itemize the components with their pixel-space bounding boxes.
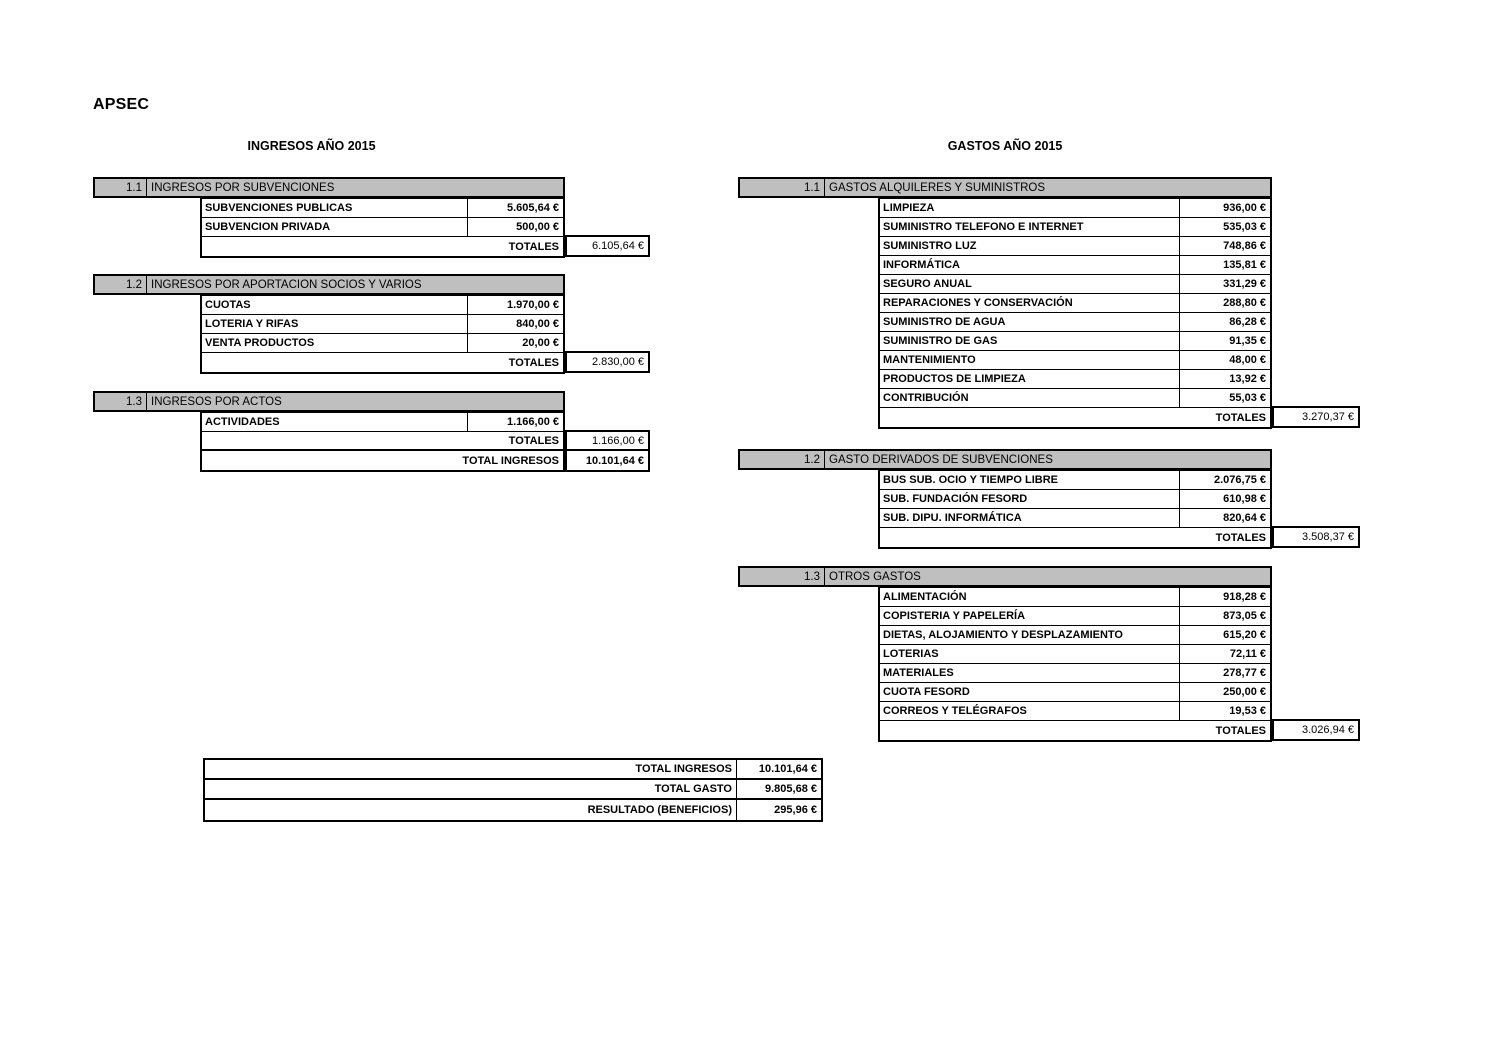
table-row [880, 664, 1270, 683]
income-section-1-table [200, 197, 565, 258]
income-section-1-header [93, 177, 565, 198]
expenses-section-3-table [878, 586, 1272, 742]
table-row [202, 296, 563, 315]
income-section-2-header [93, 274, 565, 295]
table-row [880, 683, 1270, 702]
row-label: ALIMENTACIÓN [880, 588, 1180, 606]
row-value: 135,81 € [1223, 259, 1266, 271]
summary-label: RESULTADO (BENEFICIOS) [205, 800, 737, 820]
table-row [880, 332, 1270, 351]
section-name: OTROS GASTOS [829, 570, 921, 583]
table-row [202, 218, 563, 237]
totals-label: TOTALES [508, 240, 559, 253]
section-number: 1.1 [740, 179, 825, 196]
summary-label: TOTAL GASTO [205, 780, 737, 798]
totals-row [202, 432, 563, 451]
row-label: LIMPIEZA [880, 199, 1180, 217]
row-value: 500,00 € [516, 221, 559, 233]
summary-value: 10.101,64 € [758, 763, 817, 775]
summary-label: TOTAL INGRESOS [205, 760, 737, 778]
row-label: SUB. FUNDACIÓN FESORD [880, 490, 1180, 508]
row-value: 936,00 € [1223, 202, 1266, 214]
table-row [880, 370, 1270, 389]
row-value: 250,00 € [1223, 686, 1266, 698]
totals-label: TOTALES [1215, 724, 1266, 737]
table-row [880, 471, 1270, 490]
table-row [880, 702, 1270, 721]
row-value: 72,11 € [1229, 648, 1266, 660]
row-label: SUBVENCION PRIVADA [202, 218, 468, 236]
section-name: GASTOS ALQUILERES Y SUMINISTROS [829, 181, 1046, 194]
section-name: INGRESOS POR SUBVENCIONES [151, 181, 335, 194]
row-label: COPISTERIA Y PAPELERÍA [880, 607, 1180, 625]
row-label: MATERIALES [880, 664, 1180, 682]
row-label: SUMINISTRO DE GAS [880, 332, 1180, 350]
income-section-2-table [200, 294, 565, 374]
table-row [880, 294, 1270, 313]
summary-row [205, 780, 821, 800]
table-row [880, 199, 1270, 218]
row-value: 13,92 € [1229, 373, 1266, 385]
row-label: CONTRIBUCIÓN [880, 389, 1180, 407]
totals-row [202, 353, 563, 372]
table-row [202, 315, 563, 334]
row-value: 610,98 € [1223, 493, 1266, 505]
row-label: VENTA PRODUCTOS [202, 334, 468, 352]
table-row [880, 490, 1270, 509]
row-label: INFORMÁTICA [880, 256, 1180, 274]
table-row [880, 626, 1270, 645]
table-row [880, 256, 1270, 275]
row-value: 91,35 € [1229, 335, 1266, 347]
row-value: 748,86 € [1223, 240, 1266, 252]
table-row [202, 413, 563, 432]
row-value: 535,03 € [1223, 221, 1266, 233]
row-value: 331,29 € [1223, 278, 1266, 290]
table-row [202, 334, 563, 353]
section-number: 1.2 [95, 276, 147, 293]
table-row [880, 588, 1270, 607]
income-section-3-table [200, 411, 565, 472]
row-label: SUBVENCIONES PUBLICAS [202, 199, 468, 217]
row-label: CUOTAS [202, 296, 468, 314]
row-label: LOTERIAS [880, 645, 1180, 663]
section-number: 1.2 [740, 451, 825, 468]
income-section-3-totals-box [565, 430, 650, 472]
grand-total-row [202, 451, 563, 470]
table-row [880, 313, 1270, 332]
expenses-section-1-total: 3.270,37 € [1272, 406, 1360, 428]
table-row [880, 645, 1270, 664]
row-value: 615,20 € [1223, 629, 1266, 641]
row-value: 840,00 € [516, 318, 559, 330]
expenses-section-3-total: 3.026,94 € [1272, 719, 1360, 741]
table-row [880, 509, 1270, 528]
income-section-1-total: 6.105,64 € [565, 235, 650, 257]
row-label: ACTIVIDADES [202, 413, 468, 431]
row-value: 1.166,00 € [507, 416, 559, 428]
row-label: LOTERIA Y RIFAS [202, 315, 468, 333]
totals-label: TOTALES [508, 434, 559, 447]
row-value: 5.605,64 € [507, 202, 559, 214]
row-value: 918,28 € [1223, 591, 1266, 603]
row-value: 820,64 € [1223, 512, 1266, 524]
income-section-2-total: 2.830,00 € [565, 351, 650, 373]
row-label: SEGURO ANUAL [880, 275, 1180, 293]
table-row [880, 389, 1270, 408]
row-label: SUMINISTRO TELEFONO E INTERNET [880, 218, 1180, 236]
row-value: 19,53 € [1229, 705, 1266, 717]
row-label: SUB. DIPU. INFORMÁTICA [880, 509, 1180, 527]
expenses-section-3-header [738, 566, 1272, 587]
income-column-title: INGRESOS AÑO 2015 [247, 139, 376, 153]
total-income-value: 10.101,64 € [585, 454, 644, 467]
row-value: 873,05 € [1223, 610, 1266, 622]
summary-value: 295,96 € [774, 804, 817, 816]
expenses-section-2-header [738, 449, 1272, 470]
section-number: 1.3 [95, 393, 147, 410]
table-row [202, 199, 563, 218]
row-label: REPARACIONES Y CONSERVACIÓN [880, 294, 1180, 312]
totals-label: TOTALES [1215, 531, 1266, 544]
totals-row [880, 721, 1270, 740]
table-row [880, 607, 1270, 626]
row-label: SUMINISTRO LUZ [880, 237, 1180, 255]
table-row [880, 351, 1270, 370]
expenses-section-2-total: 3.508,37 € [1272, 526, 1360, 548]
expenses-section-1-table [878, 197, 1272, 429]
totals-row [880, 408, 1270, 427]
grand-total-label: TOTAL INGRESOS [462, 454, 559, 467]
summary-row [205, 800, 821, 820]
section-name: INGRESOS POR APORTACION SOCIOS Y VARIOS [151, 278, 422, 291]
table-row [880, 275, 1270, 294]
row-label: CORREOS Y TELÉGRAFOS [880, 702, 1180, 720]
summary-value: 9.805,68 € [765, 783, 817, 795]
row-label: DIETAS, ALOJAMIENTO Y DESPLAZAMIENTO [880, 626, 1180, 644]
totals-row [202, 237, 563, 256]
row-label: CUOTA FESORD [880, 683, 1180, 701]
row-value: 2.076,75 € [1214, 474, 1266, 486]
row-label: BUS SUB. OCIO Y TIEMPO LIBRE [880, 471, 1180, 489]
row-value: 278,77 € [1223, 667, 1266, 679]
expenses-column-title: GASTOS AÑO 2015 [947, 139, 1063, 153]
section-name: INGRESOS POR ACTOS [151, 395, 282, 408]
totals-label: TOTALES [1215, 411, 1266, 424]
row-value: 288,80 € [1223, 297, 1266, 309]
totals-row [880, 528, 1270, 547]
expenses-section-1-header [738, 177, 1272, 198]
section-number: 1.1 [95, 179, 147, 196]
row-value: 1.970,00 € [507, 299, 559, 311]
page-title: APSEC [93, 96, 150, 113]
section-number: 1.3 [740, 568, 825, 585]
row-value: 20,00 € [522, 337, 559, 349]
row-value: 55,03 € [1229, 392, 1266, 404]
row-value: 86,28 € [1229, 316, 1266, 328]
totals-label: TOTALES [508, 356, 559, 369]
row-label: PRODUCTOS DE LIMPIEZA [880, 370, 1180, 388]
row-value: 48,00 € [1229, 354, 1266, 366]
row-label: SUMINISTRO DE AGUA [880, 313, 1180, 331]
summary-table [203, 758, 823, 822]
row-label: MANTENIMIENTO [880, 351, 1180, 369]
section-name: GASTO DERIVADOS DE SUBVENCIONES [829, 453, 1053, 466]
table-row [880, 218, 1270, 237]
expenses-section-2-table [878, 469, 1272, 549]
summary-row [205, 760, 821, 780]
income-section-3-header [93, 391, 565, 412]
income-section-3-total: 1.166,00 € [567, 432, 648, 451]
table-row [880, 237, 1270, 256]
